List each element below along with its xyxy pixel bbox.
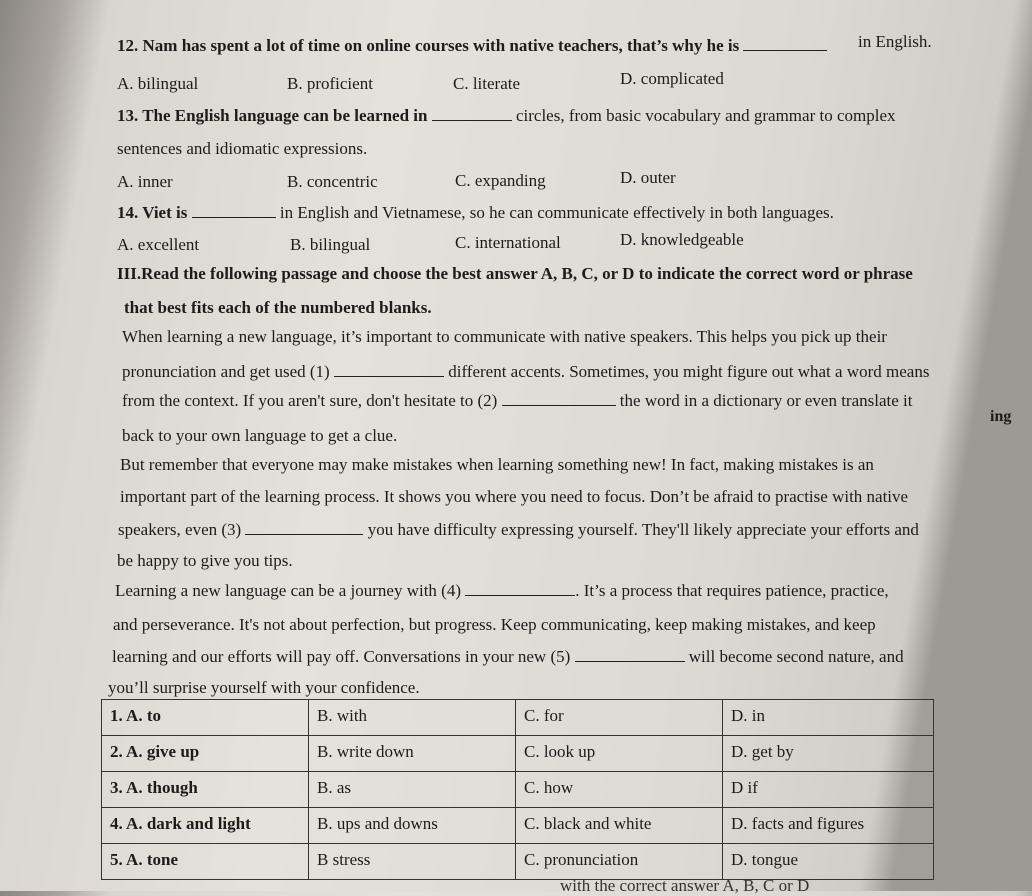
table-cell: C. pronunciation <box>516 844 723 880</box>
passage-text: speakers, even (3) <box>118 520 242 539</box>
passage-text: you have difficulty expressing yourself. They'll likely appreciate your efforts and <box>367 520 919 539</box>
q12-text-end: in English. <box>858 32 932 51</box>
q14-text-end: in English and Vietnamese, so he can communicate effectively in both languages. <box>279 203 834 222</box>
bottom-fragment-text: with the correct answer A, B, C or D <box>560 876 810 895</box>
q12-option-b: B. proficient <box>287 74 373 93</box>
q13-text-end: sentences and idiomatic expressions. <box>117 139 368 158</box>
blank-4 <box>465 581 575 596</box>
passage-line <box>112 647 904 667</box>
blank-3 <box>245 520 363 535</box>
passage-line: back to your own language to get a clue. <box>122 426 398 445</box>
table-cell: C. for <box>516 700 723 736</box>
table-cell: D. get by <box>723 736 934 772</box>
table-cell: D. tongue <box>723 844 934 880</box>
question-14 <box>117 203 834 223</box>
section-heading-line1: III.Read the following passage and choose the best answer A, B, C, or D to indicate the correct word or phrase <box>117 264 913 283</box>
q12-text: 12. Nam has spent a lot of time on online courses with native teachers, that’s why he is <box>117 36 740 55</box>
q13-text: 13. The English language can be learned in <box>117 106 428 125</box>
passage-line <box>118 520 919 540</box>
table-cell: D if <box>723 772 934 808</box>
passage-text: different accents. Sometimes, you might figure out what a word means <box>448 362 930 381</box>
passage-line: important part of the learning process. It shows you where you need to focus. Don’t be afraid to practise with native <box>120 487 909 506</box>
passage-text: from the context. If you aren't sure, don't hesitate to (2) <box>122 391 498 410</box>
passage-line <box>122 362 929 382</box>
q14-option-c: C. international <box>455 233 561 252</box>
passage-line <box>115 581 889 601</box>
table-cell: B. as <box>309 772 516 808</box>
table-cell: B stress <box>309 844 516 880</box>
question-12 <box>117 36 827 56</box>
passage-text: . It’s a process that requires patience, practice, <box>575 581 889 600</box>
passage-line: and perseverance. It's not about perfection, but progress. Keep communicating, keep making mistakes, and keep <box>113 615 876 634</box>
question-13 <box>117 106 896 126</box>
passage-line: you’ll surprise yourself with your confidence. <box>108 678 420 697</box>
passage-line: When learning a new language, it’s important to communicate with native speakers. This helps you pick up their <box>122 327 887 346</box>
q12-option-c: C. literate <box>453 74 521 93</box>
q14-blank <box>192 203 276 218</box>
table-cell: D. facts and figures <box>723 808 934 844</box>
table-cell: 1. A. to <box>102 700 309 736</box>
q14-option-d: D. knowledgeable <box>620 230 744 249</box>
passage-text: will become second nature, and <box>688 647 904 666</box>
table-cell: 3. A. though <box>102 772 309 808</box>
passage-text: learning and our efforts will pay off. Conversations in your new (5) <box>112 647 571 666</box>
answer-table <box>101 699 934 880</box>
table-cell: 4. A. dark and light <box>102 808 309 844</box>
table-row <box>102 808 934 844</box>
section-heading-line2: that best fits each of the numbered blanks. <box>124 298 432 317</box>
passage-line <box>122 391 912 411</box>
table-cell: D. in <box>723 700 934 736</box>
q12-blank <box>743 36 827 51</box>
passage-line: But remember that everyone may make mistakes when learning something new! In fact, making mistakes is an <box>120 455 874 474</box>
table-row <box>102 700 934 736</box>
q14-option-a: A. excellent <box>117 235 200 254</box>
table-cell: 5. A. tone <box>102 844 309 880</box>
blank-2 <box>502 391 616 406</box>
passage-text: the word in a dictionary or even translate it <box>619 391 913 410</box>
q12-option-d: D. complicated <box>620 69 724 88</box>
table-cell: B. ups and downs <box>309 808 516 844</box>
q13-option-a: A. inner <box>117 172 173 191</box>
passage-text: pronunciation and get used (1) <box>122 362 330 381</box>
blank-1 <box>334 362 444 377</box>
q14-option-b: B. bilingual <box>290 235 371 254</box>
passage-line: be happy to give you tips. <box>117 551 293 570</box>
margin-note: ing <box>990 408 1012 425</box>
q13-option-c: C. expanding <box>455 171 546 190</box>
q13-option-d: D. outer <box>620 168 676 187</box>
q13-blank <box>432 106 512 121</box>
table-cell: B. with <box>309 700 516 736</box>
q14-text: 14. Viet is <box>117 203 188 222</box>
table-row <box>102 736 934 772</box>
table-cell: C. how <box>516 772 723 808</box>
q12-option-a: A. bilingual <box>117 74 199 93</box>
passage-text: Learning a new language can be a journey with (4) <box>115 581 461 600</box>
table-cell: C. black and white <box>516 808 723 844</box>
blank-5 <box>575 647 685 662</box>
q13-text-mid: circles, from basic vocabulary and grammar to complex <box>515 106 896 125</box>
table-row <box>102 844 934 880</box>
table-cell: B. write down <box>309 736 516 772</box>
table-cell: C. look up <box>516 736 723 772</box>
table-cell: 2. A. give up <box>102 736 309 772</box>
table-row <box>102 772 934 808</box>
q13-option-b: B. concentric <box>287 172 378 191</box>
